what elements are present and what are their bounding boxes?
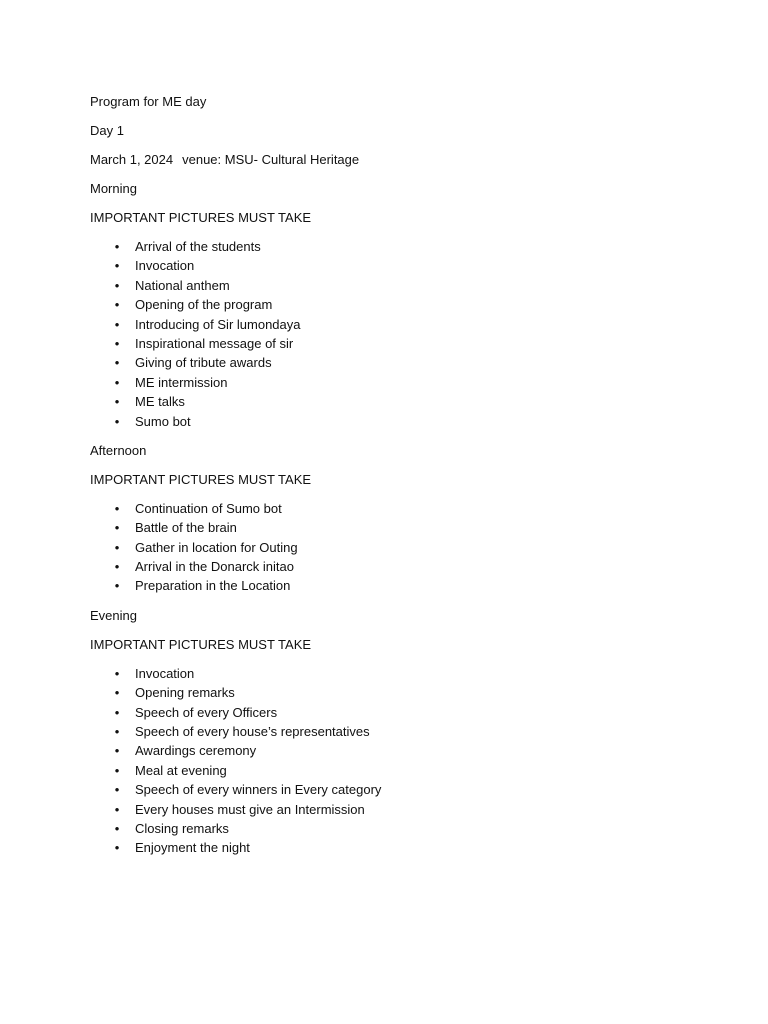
- bullet-icon: •: [114, 559, 120, 575]
- date-text: March 1, 2024: [90, 152, 174, 167]
- section-note-evening: IMPORTANT PICTURES MUST TAKE: [90, 636, 312, 652]
- bullet-icon: •: [114, 297, 120, 313]
- list-item: • Giving of tribute awards: [90, 353, 690, 372]
- bullet-icon: •: [114, 258, 120, 274]
- list-item: • Opening of the program: [90, 295, 690, 314]
- venue-text: venue: MSU- Cultural Heritage: [182, 152, 360, 167]
- bullet-icon: •: [114, 394, 120, 410]
- bullet-icon: •: [114, 801, 120, 817]
- morning-list: [90, 237, 690, 431]
- section-heading-morning: Morning: [90, 181, 137, 196]
- bullet-icon: •: [114, 500, 120, 516]
- bullet-icon: •: [114, 520, 120, 536]
- document-page: [90, 92, 690, 868]
- list-item: • Invocation: [90, 664, 690, 683]
- list-item: • Speech of every Officers: [90, 703, 690, 722]
- list-item: • Awardings ceremony: [90, 741, 690, 760]
- list-item: • Meal at evening: [90, 761, 690, 780]
- bullet-icon: •: [114, 316, 120, 332]
- list-item: • Opening remarks: [90, 683, 690, 702]
- section-heading-evening: Evening: [90, 607, 137, 623]
- list-item: • Closing remarks: [90, 819, 690, 838]
- list-item: • ME intermission: [90, 373, 690, 392]
- list-item: • Every houses must give an Intermission: [90, 800, 690, 819]
- date-venue-line: [90, 150, 690, 169]
- list-item: • Gather in location for Outing: [90, 538, 690, 557]
- list-item: • ME talks: [90, 392, 690, 411]
- list-item: • Invocation: [90, 256, 690, 275]
- bullet-icon: •: [114, 820, 120, 836]
- list-item: • Speech of every winners in Every category: [90, 780, 690, 799]
- bullet-icon: •: [114, 539, 120, 555]
- document-title: Program for ME day: [90, 94, 207, 109]
- bullet-icon: •: [114, 413, 120, 429]
- bullet-icon: •: [114, 239, 120, 254]
- list-item: • Introducing of Sir lumondaya: [90, 315, 690, 334]
- bullet-icon: •: [114, 782, 120, 798]
- list-item: • Sumo bot: [90, 412, 690, 431]
- bullet-icon: •: [114, 762, 120, 778]
- bullet-icon: •: [114, 743, 120, 759]
- section-heading-afternoon: Afternoon: [90, 442, 147, 458]
- bullet-icon: •: [114, 578, 120, 594]
- section-note-afternoon: IMPORTANT PICTURES MUST TAKE: [90, 471, 312, 487]
- bullet-icon: •: [114, 704, 120, 720]
- bullet-icon: •: [114, 335, 120, 351]
- list-item: • Battle of the brain: [90, 518, 690, 537]
- bullet-icon: •: [114, 277, 120, 293]
- list-item: • Enjoyment the night: [90, 838, 690, 857]
- day-label: Day 1: [90, 123, 124, 138]
- bullet-icon: •: [114, 374, 120, 390]
- list-item: • Preparation in the Location: [90, 576, 690, 595]
- section-note-morning: IMPORTANT PICTURES MUST TAKE: [90, 210, 312, 225]
- list-item: • Arrival of the students: [90, 237, 690, 256]
- afternoon-list: [90, 499, 690, 596]
- list-item: • National anthem: [90, 276, 690, 295]
- bullet-icon: •: [114, 724, 120, 740]
- list-item: • Inspirational message of sir: [90, 334, 690, 353]
- evening-list: [90, 664, 690, 858]
- list-item: • Speech of every house’s representatives: [90, 722, 690, 741]
- list-item: • Arrival in the Donarck initao: [90, 557, 690, 576]
- bullet-icon: •: [114, 665, 120, 681]
- list-item: • Continuation of Sumo bot: [90, 499, 690, 518]
- bullet-icon: •: [114, 685, 120, 701]
- bullet-icon: •: [114, 355, 120, 371]
- bullet-icon: •: [114, 840, 120, 856]
